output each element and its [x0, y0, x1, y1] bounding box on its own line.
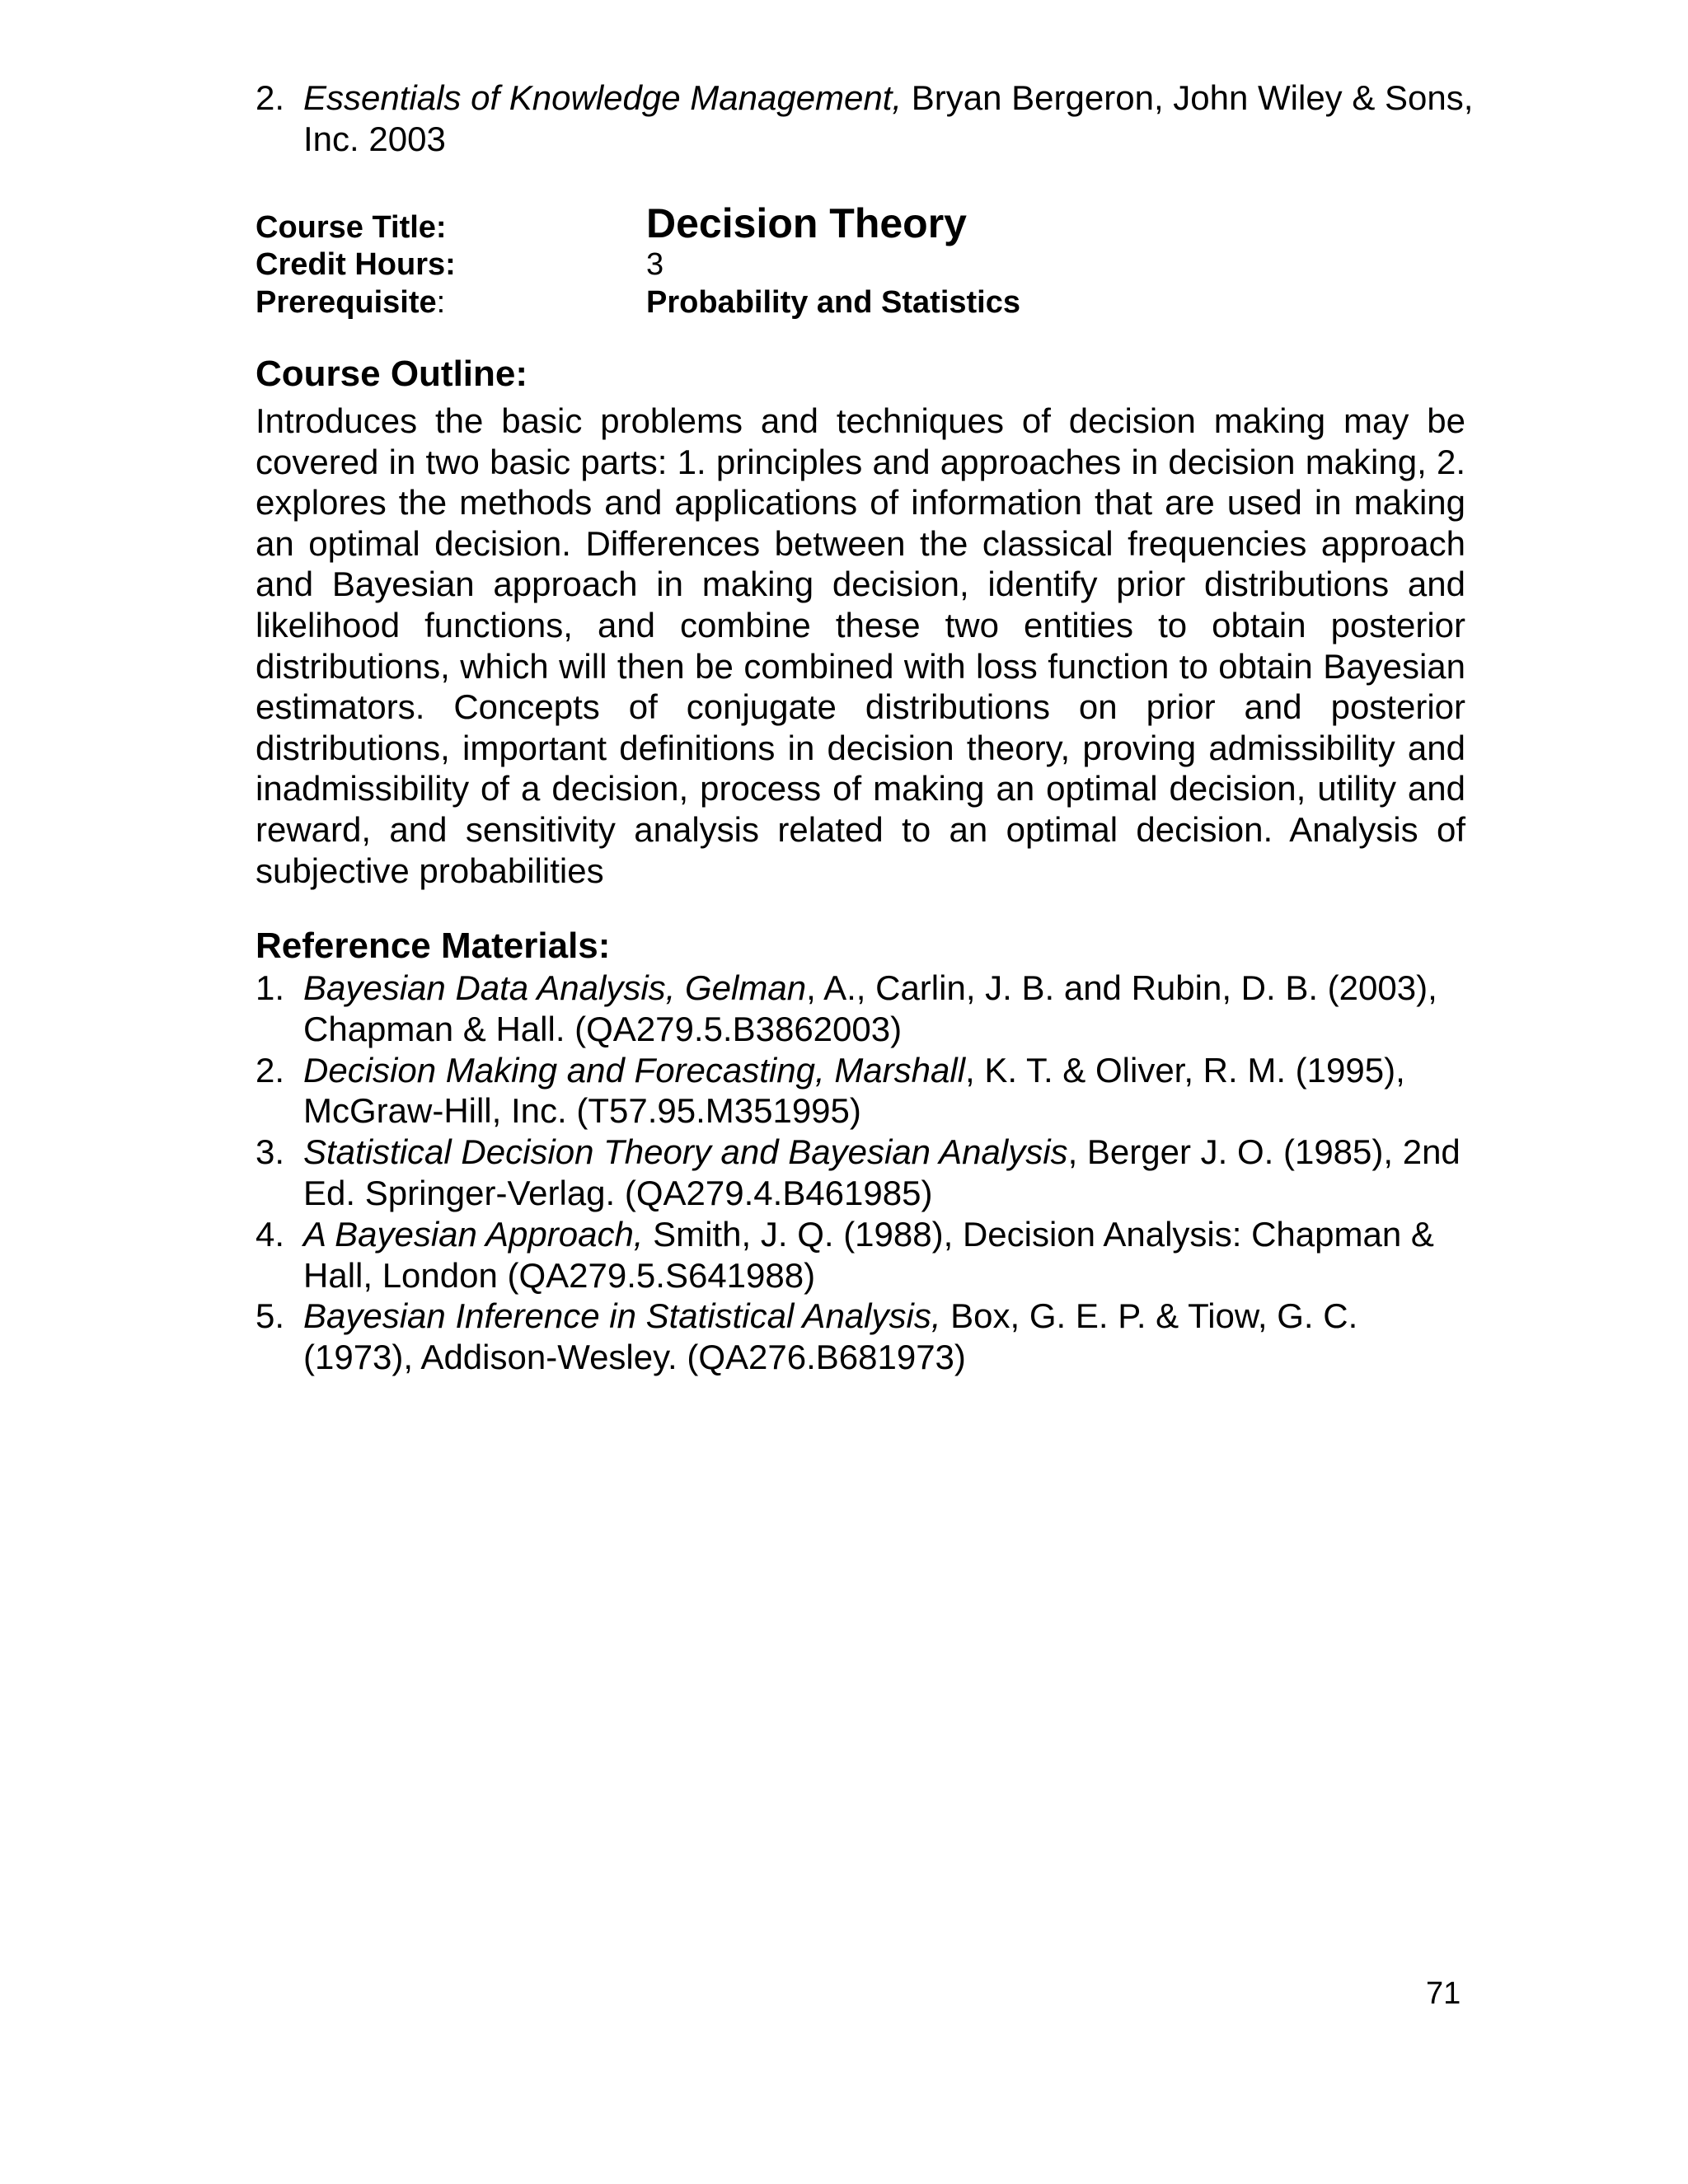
reference-number: 2. [256, 1050, 285, 1090]
course-outline-text: Introduces the basic problems and techniques of decision making may be covered in two basic parts: 1. principles and approaches in decision making, 2. explores the methods and applications of information that are used in making an optimal decision. Differences between the classical frequencies approach and Bayesian approach in making decision, identify prior distributions and likelihood functions, and combine these two entities to obtain posterior distributions, which will then be combined with loss function to obtain Bayesian estimators. Concepts of conjugate distributions on prior and posterior distributions, important definitions in decision theory, proving admissibility and inadmissibility of a decision, process of making an optimal decision, utility and reward, and sensitivity analysis related to an optimal decision. Analysis of subjective probabilities [256, 401, 1465, 890]
reference-text [303, 1132, 1475, 1214]
reference-details: , A., Carlin, J. B. and Rubin, D. B. (2003), Chapman & Hall. (QA279.5.B3862003) [303, 968, 1437, 1048]
course-outline-heading: Course Outline: [256, 354, 528, 394]
reference-text [303, 1296, 1475, 1378]
reference-number: 4. [256, 1214, 285, 1254]
reference-title: Essentials of Knowledge Management, [303, 78, 903, 117]
previous-reference-item [256, 77, 1475, 160]
reference-details: , K. T. & Oliver, R. M. (1995), McGraw-Hill, Inc. (T57.95.M351995) [303, 1050, 1405, 1131]
reference-details: Bryan Bergeron, John Wiley & Sons, Inc. 2003 [303, 78, 1474, 158]
reference-text [303, 1214, 1475, 1296]
reference-materials-heading: Reference Materials: [256, 926, 611, 966]
reference-details: Smith, J. Q. (1988), Decision Analysis: Chapman & Hall, London (QA279.5.S641988) [303, 1214, 1434, 1295]
reference-title: Bayesian Data Analysis, Gelman [303, 968, 807, 1007]
reference-number: 3. [256, 1132, 285, 1172]
reference-details: Box, G. E. P. & Tiow, G. C. (1973), Addison-Wesley. (QA276.B681973) [303, 1296, 1358, 1377]
reference-number: 5. [256, 1296, 285, 1336]
prerequisite-row [256, 285, 1475, 323]
reference-number: 2. [256, 78, 285, 117]
reference-list [256, 968, 1475, 1378]
reference-title: Statistical Decision Theory and Bayesian Analysis [303, 1132, 1068, 1172]
reference-item [256, 968, 1475, 1050]
reference-text [303, 1050, 1475, 1132]
reference-title: A Bayesian Approach, [303, 1214, 644, 1254]
course-meta [256, 199, 1475, 323]
reference-number: 1. [256, 968, 285, 1007]
prerequisite-label [256, 285, 646, 321]
credit-hours-value: 3 [646, 247, 664, 282]
reference-item [256, 1214, 1475, 1296]
reference-item [256, 1050, 1475, 1132]
prerequisite-colon: : [436, 285, 446, 320]
course-title: Decision Theory [646, 200, 967, 246]
prerequisite-value: Probability and Statistics [646, 285, 1020, 320]
reference-title: Bayesian Inference in Statistical Analysis, [303, 1296, 941, 1336]
reference-item [256, 1132, 1475, 1214]
course-title-label: Course Title: [256, 210, 447, 245]
prerequisite-label-text: Prerequisite [256, 285, 437, 320]
credit-hours-label: Credit Hours: [256, 247, 456, 282]
credit-hours-row [256, 247, 1475, 285]
reference-details: , Berger J. O. (1985), 2nd Ed. Springer-Verlag. (QA279.4.B461985) [303, 1132, 1461, 1212]
course-title-row [256, 199, 1475, 247]
page-number: 71 [1426, 1976, 1461, 2011]
reference-text [303, 77, 1475, 160]
reference-item [256, 1296, 1475, 1378]
reference-title: Decision Making and Forecasting, Marshall [303, 1050, 966, 1090]
reference-text [303, 968, 1475, 1050]
